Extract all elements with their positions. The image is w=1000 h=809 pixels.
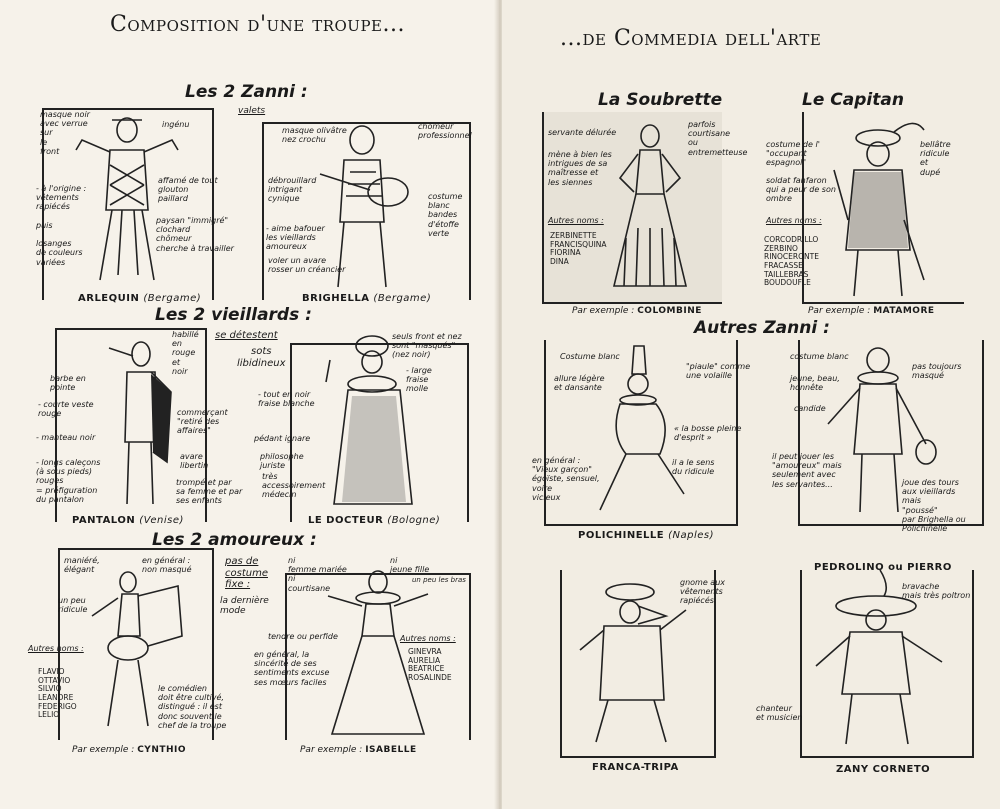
pedrolino-note-tours: joue des tours aux vieillards mais "poussé" par Brighella ou Polichinelle (902, 478, 966, 533)
isabelle-note-jeune: ni jeune fille (390, 556, 430, 575)
amoureux-subheading: pas de costume fixe : (225, 556, 268, 590)
isabelle-example-name: ISABELLE (365, 745, 417, 755)
docteur-origin: (Bologne) (387, 515, 441, 526)
capitan-autres-label: Autres noms : (766, 216, 822, 225)
cynthio-example-name: CYNTHIO (137, 745, 187, 755)
docteur-note-tres: très accessoirement médecin (262, 472, 326, 500)
cynthio-example (72, 745, 186, 755)
brighella-note-bafouer: - aime bafouer les vieillards amoureux (266, 224, 325, 252)
capitan-example-name: MATAMORE (873, 306, 935, 316)
cynthio-autres-names: FLAVIO OTTAVIO SILVIO LEANDRE FEDERIGO LELIO (38, 667, 77, 720)
brighella-name (302, 293, 431, 304)
docteur-note-noir: - tout en noir fraise blanche (258, 390, 315, 409)
pantalon-note-manteau: - manteau noir (36, 433, 96, 442)
cynthio-note-ridicule: un peu ridicule (58, 596, 88, 615)
arlequin-note-ingenu: ingénu (162, 120, 190, 129)
brighella-origin: (Bergame) (373, 293, 432, 304)
soubrette-example (572, 306, 702, 316)
brighella-note-chomeur: chômeur professionnel (418, 122, 472, 141)
zany-note-chanteur: chanteur et musicien (756, 704, 803, 723)
zanni-subheading: valets (238, 106, 266, 116)
isabelle-note-bras: un peu les bras (412, 576, 466, 584)
amoureux-heading: Les 2 amoureux : (152, 530, 317, 550)
pantalon-note-courte: - courte veste rouge (38, 400, 94, 419)
left-page-title: Composition d'une troupe... (110, 12, 405, 37)
arlequin-name-text: ARLEQUIN (78, 293, 140, 304)
franca-figure (574, 570, 694, 750)
soubrette-note-servante: servante délurée (548, 128, 617, 137)
soubrette-drawing (604, 118, 694, 296)
arlequin-note-paysan: paysan "immigré" clochard chômeur cherche à travailler (156, 216, 234, 253)
pedrolino-name: PEDROLINO ou PIERRO (814, 562, 952, 573)
zanni-heading: Les 2 Zanni : (185, 82, 308, 102)
isabelle-autres-label: Autres noms : (400, 634, 456, 643)
docteur-name-text: LE DOCTEUR (308, 515, 384, 526)
pantalon-note-avare: avare libertin (180, 452, 209, 471)
cynthio-note-comedien: le comédien doit être cultivé, distingué : il est donc souvent le chef de la troupe (158, 684, 227, 730)
polichinelle-name-text: POLICHINELLE (578, 530, 665, 541)
amoureux-mode: la dernière mode (220, 596, 269, 617)
capitan-note-soldat: soldat fanfaron qui a peur de son ombre (766, 176, 836, 204)
pedrolino-note-candide: candide (794, 404, 826, 413)
pantalon-note-trompe: trompé et par sa femme et par ses enfants (176, 478, 243, 506)
polichinelle-note-allure: allure légère et dansante (554, 374, 605, 393)
pedrolino-note-costume: costume blanc (790, 352, 849, 361)
vieillards-heading: Les 2 vieillards : (155, 305, 312, 325)
arlequin-note-origine: - à l'origine : vêtements rapiécés puis losanges de couleurs variées (36, 184, 87, 267)
isabelle-note-tendre: tendre ou perfide (268, 632, 338, 641)
brighella-note-debrouillard: débrouillard intrigant cynique (268, 176, 317, 204)
pantalon-note-calecons: - longs caleçons (à sous pieds) rouges = préfiguration du pantalon (36, 458, 101, 504)
capitan-note-bellatre: bellâtre ridicule et dupé (920, 140, 951, 177)
capitan-drawing (824, 110, 932, 300)
docteur-note-seuls: seuls front et nez sont "masqués" (nez noir) (392, 332, 462, 360)
right-page (502, 0, 1000, 809)
pedrolino-note-pas: pas toujours masqué (912, 362, 962, 381)
right-page-title: ...de Commedia dell'arte (560, 26, 822, 51)
polichinelle-note-general: en général : "Vieux garçon" égoïste, sensuel, voire vicieux (532, 456, 600, 502)
soubrette-note-parfois: parfois courtisane ou entremetteuse (688, 120, 748, 157)
arlequin-note-affame: affamé de tout glouton paillard (158, 176, 218, 204)
docteur-note-fraise: - large fraise molle (406, 366, 432, 394)
franca-note-gnome: gnome aux vêtements rapiécés (680, 578, 726, 606)
isabelle-example-label: Par exemple : (300, 745, 363, 755)
capitan-example (808, 306, 935, 316)
polichinelle-note-costume: Costume blanc (560, 352, 620, 361)
pantalon-note-habille: habillé en rouge et noir (172, 330, 199, 376)
docteur-note-pedant: pédant ignare (254, 434, 311, 443)
soubrette-example-name: COLOMBINE (637, 306, 702, 316)
zany-name: ZANY CORNETO (836, 764, 931, 775)
franca-name: FRANCA-TRIPA (592, 762, 679, 773)
isabelle-note-sincerite: en général, la sincérité de ses sentiments excuse ses mœurs faciles (254, 650, 330, 687)
docteur-name (308, 515, 440, 526)
soubrette-autres-names: ZERBINETTE FRANCISQUINA FIORINA DINA (550, 231, 607, 266)
isabelle-note-femme: ni femme mariée ni courtisane (288, 556, 347, 593)
polichinelle-origin: (Naples) (668, 530, 715, 541)
soubrette-autres-label: Autres noms : (548, 216, 604, 225)
cynthio-note-maniere: maniéré, élégant (64, 556, 100, 575)
capitan-example-label: Par exemple : (808, 306, 871, 316)
brighella-note-masque: masque olivâtre nez crochu (282, 126, 347, 145)
vieillards-sub-traits: sots libidineux (237, 346, 286, 369)
brighella-note-costume: costume blanc bandes d'étoffe verte (428, 192, 463, 238)
capitan-autres-names: CORCODRILLO ZERBINO RINOCERONTE FRACASSE TAILLEBRAS BOUDOUFLE (764, 235, 819, 288)
capitan-note-costume: costume de l' "occupant espagnol" (766, 140, 820, 168)
pantalon-note-commercant: commerçant "retiré des affaires" (177, 408, 228, 436)
pedrolino-note-jouer: il peut jouer les "amoureux" mais seulement avec les servantes... (772, 452, 842, 489)
cynthio-autres-label: Autres noms : (28, 644, 84, 653)
isabelle-example (300, 745, 417, 755)
brighella-name-text: BRIGHELLA (302, 293, 370, 304)
left-page (0, 0, 498, 809)
vieillards-subheading: se détestent (215, 330, 278, 341)
arlequin-name (78, 293, 201, 304)
polichinelle-name (578, 530, 714, 541)
zany-note-bravache: bravache mais très poltron (902, 582, 971, 601)
cynthio-example-label: Par exemple : (72, 745, 135, 755)
arlequin-origin: (Bergame) (143, 293, 202, 304)
polichinelle-note-sens: il a le sens du ridicule (672, 458, 715, 477)
soubrette-heading: La Soubrette (598, 90, 723, 110)
autres-zanni-heading: Autres Zanni : (694, 318, 830, 338)
capitan-heading: Le Capitan (802, 90, 904, 110)
soubrette-figure (604, 118, 694, 296)
docteur-note-philosophe: philosophe juriste (260, 452, 304, 471)
brighella-note-voler: voler un avare rosser un créancier (268, 256, 346, 275)
franca-drawing (574, 570, 694, 750)
isabelle-autres-names: GINEVRA AURELIA BEATRICE ROSALINDE (408, 647, 452, 682)
soubrette-example-label: Par exemple : (572, 306, 635, 316)
pedrolino-note-jeune: jeune, beau, honnête (790, 374, 840, 393)
pantalon-note-barbe: barbe en pointe (50, 374, 86, 393)
pantalon-name-text: PANTALON (72, 515, 136, 526)
capitan-figure (824, 110, 932, 300)
polichinelle-note-piaule: "piaule" comme une volaille (686, 362, 751, 381)
pantalon-name (72, 515, 184, 526)
pantalon-origin: (Venise) (139, 515, 184, 526)
cynthio-note-general: en général : non masqué (142, 556, 192, 575)
polichinelle-note-bosse: « la bosse pleine d'esprit » (674, 424, 742, 443)
soubrette-note-mene: mène à bien les intrigues de sa maîtresse et les siennes (548, 150, 612, 187)
arlequin-note-masque: masque noir avec verrue sur le front (40, 110, 90, 156)
